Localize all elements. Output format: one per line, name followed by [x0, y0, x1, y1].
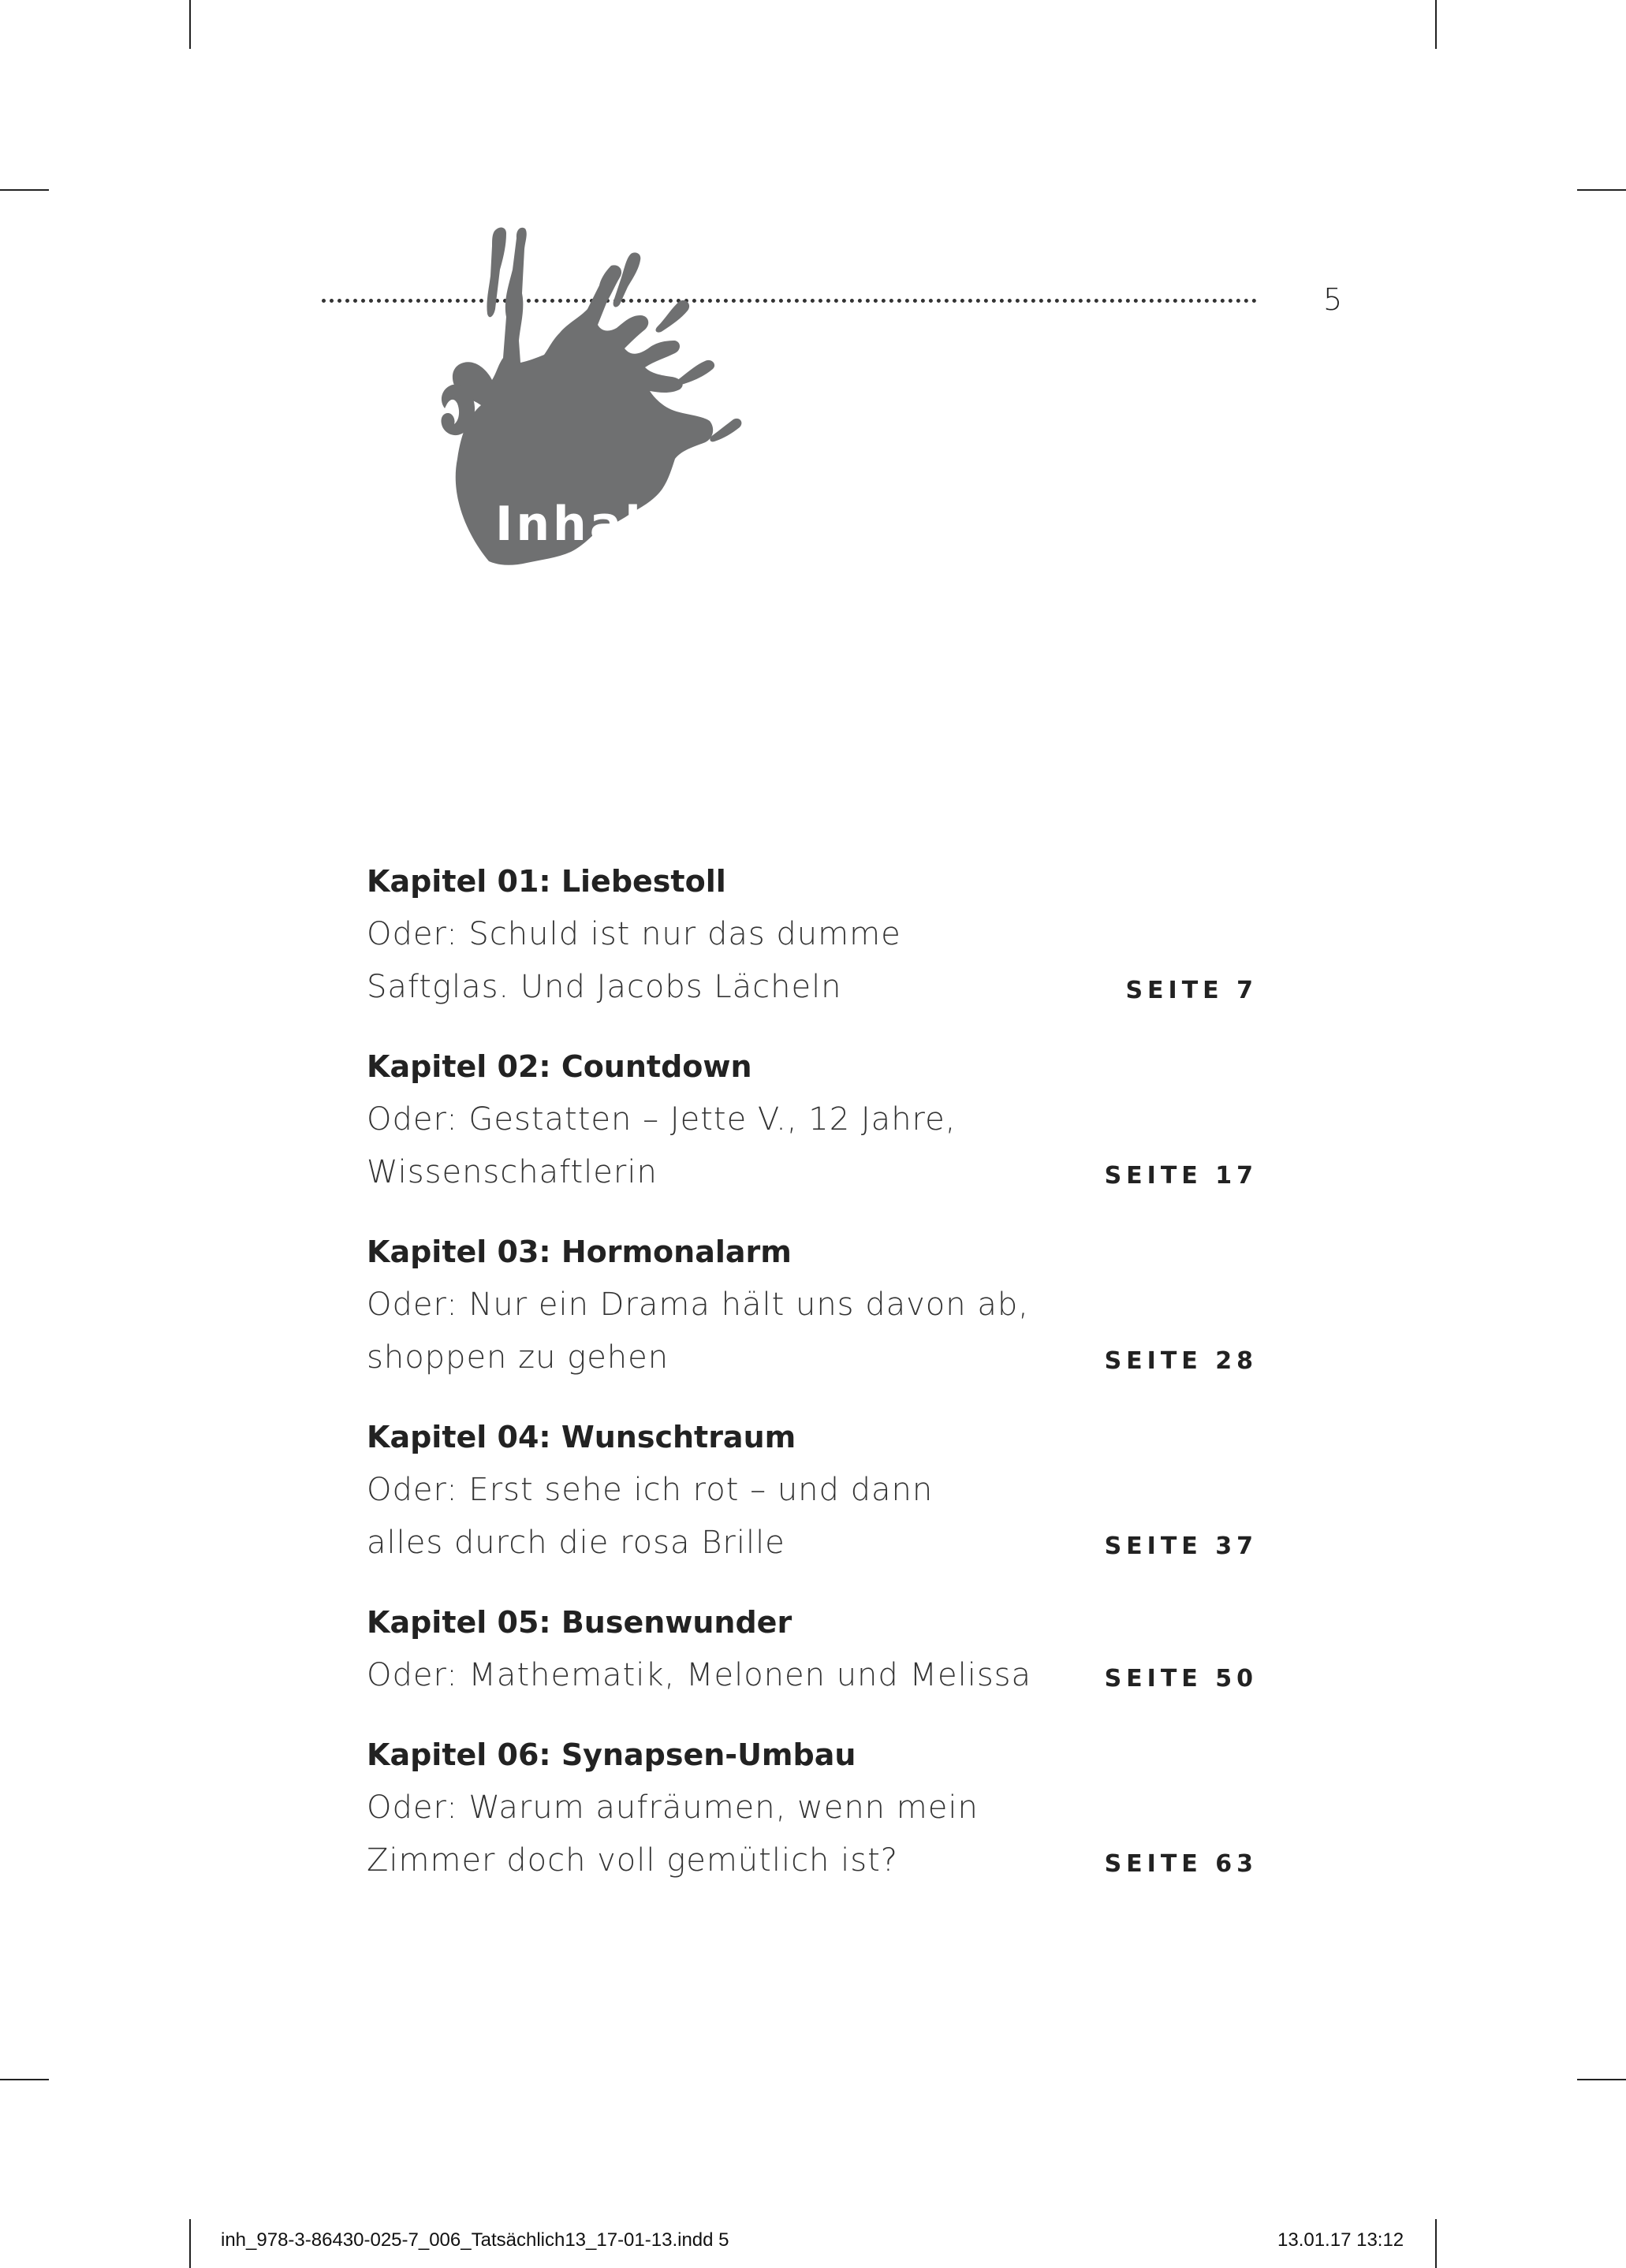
chapter-subtitle-line: Oder: Warum aufräumen, wenn mein [367, 1789, 979, 1826]
chapter-title: Kapitel 03: Hormonalarm [367, 1235, 792, 1269]
slug-filename: inh_978-3-86430-025-7_006_Tatsächlich13_17-01-13.indd 5 [221, 2229, 729, 2251]
ink-splash-icon [394, 222, 836, 632]
section-title: Inhalt [495, 497, 670, 552]
chapter-page-ref: SEITE 7 [1125, 977, 1258, 1004]
toc-entry [367, 855, 1258, 1014]
chapter-title: Kapitel 02: Countdown [367, 1049, 752, 1084]
toc-entry [367, 1411, 1258, 1570]
chapter-page-ref: SEITE 37 [1104, 1532, 1258, 1560]
chapter-page-ref: SEITE 50 [1104, 1665, 1258, 1693]
chapter-title: Kapitel 06: Synapsen-Umbau [367, 1737, 856, 1772]
chapter-page-ref: SEITE 63 [1104, 1850, 1258, 1878]
chapter-subtitle-line: Saftglas. Und Jacobs Lächeln [367, 969, 842, 1005]
toc-entry [367, 1596, 1258, 1702]
chapter-title: Kapitel 04: Wunschtraum [367, 1420, 796, 1454]
chapter-subtitle-line: Oder: Nur ein Drama hält uns davon ab, [367, 1287, 1029, 1323]
crop-mark-bottom-right [1435, 2219, 1437, 2268]
chapter-subtitle-line: Oder: Erst sehe ich rot – und dann [367, 1472, 934, 1508]
slug-datetime: 13.01.17 13:12 [1277, 2229, 1404, 2251]
chapter-subtitle-line: alles durch die rosa Brille [367, 1525, 785, 1561]
crop-mark-top-right [1435, 0, 1437, 49]
crop-mark-bottom-left [189, 2219, 191, 2268]
chapter-subtitle-line: shoppen zu gehen [367, 1339, 669, 1376]
chapter-page-ref: SEITE 17 [1104, 1162, 1258, 1190]
toc-entry [367, 1729, 1258, 1887]
page-number: 5 [1323, 282, 1343, 317]
chapter-subtitle-line: Oder: Gestatten – Jette V., 12 Jahre, [367, 1101, 957, 1138]
chapter-title: Kapitel 01: Liebestoll [367, 864, 726, 899]
chapter-subtitle-line: Wissenschaftlerin [367, 1154, 658, 1190]
chapter-subtitle-line: Zimmer doch voll gemütlich ist? [367, 1842, 898, 1879]
crop-mark-left-upper [0, 189, 49, 191]
chapter-page-ref: SEITE 28 [1104, 1347, 1258, 1375]
chapter-subtitle-line: Oder: Mathematik, Melonen und Melissa [367, 1657, 1032, 1693]
toc-entry [367, 1041, 1258, 1199]
chapter-title: Kapitel 05: Busenwunder [367, 1605, 792, 1640]
table-of-contents [367, 855, 1258, 1914]
crop-mark-top-left [189, 0, 191, 49]
crop-mark-right-upper [1577, 189, 1626, 191]
crop-mark-right-lower [1577, 2079, 1626, 2080]
toc-entry [367, 1226, 1258, 1384]
chapter-subtitle-line: Oder: Schuld ist nur das dumme [367, 916, 901, 952]
crop-mark-left-lower [0, 2079, 49, 2080]
